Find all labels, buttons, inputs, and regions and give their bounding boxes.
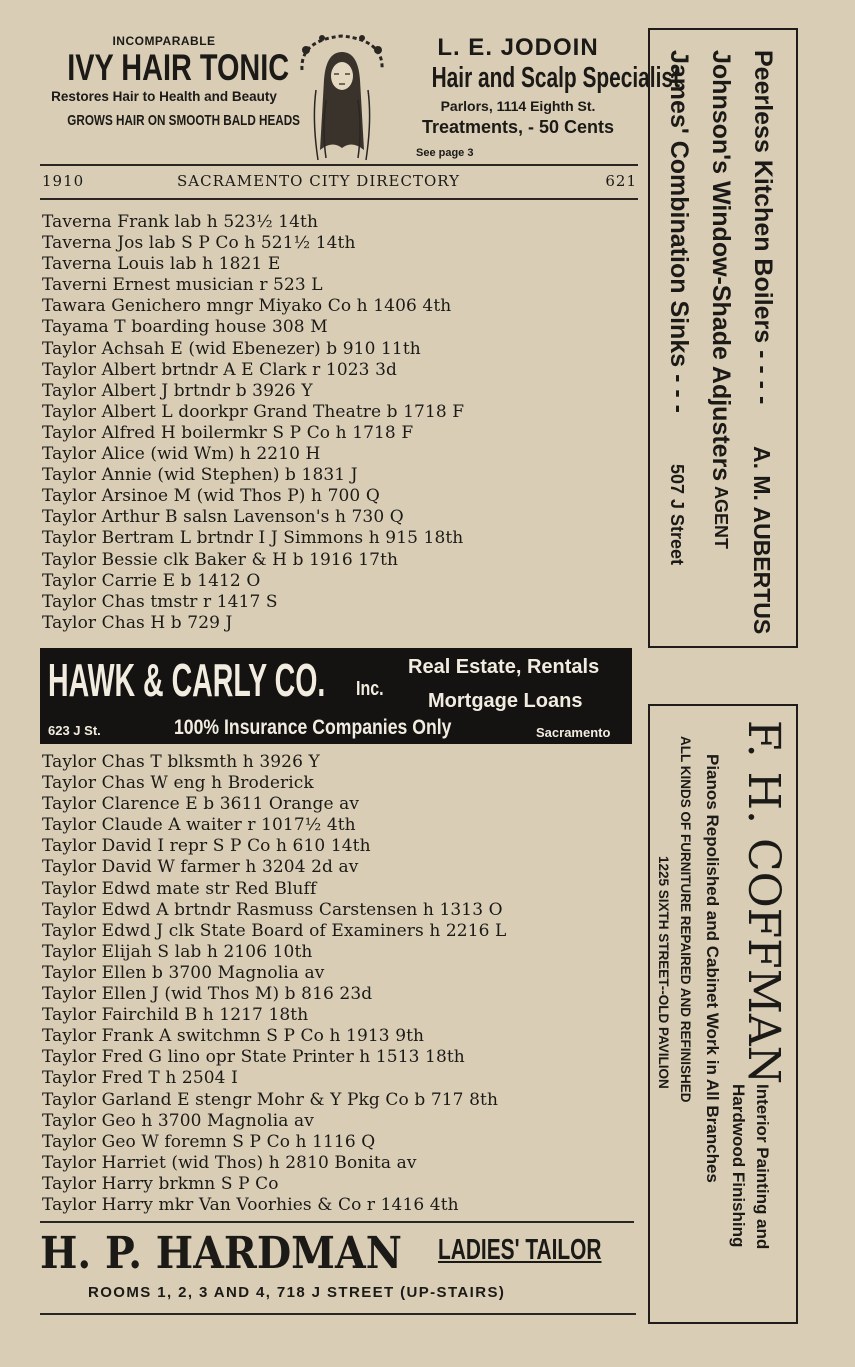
aubertus-role: AGENT [711,486,731,549]
directory-entry: Taylor Edwd J clk State Board of Examiners h 2216 L [42,920,507,941]
directory-entry: Taverna Jos lab S P Co h 521½ 14th [42,233,356,254]
hawk-carly-city: Sacramento [536,725,611,740]
aubertus-line3: James' Combination Sinks - - - [665,50,693,413]
directory-entry: Taylor Ellen J (wid Thos M) b 816 23d [42,984,373,1005]
woman-portrait-illustration [292,30,392,162]
hardman-ad [40,1224,640,1319]
hawk-carly-line2: Mortgage Loans [428,690,583,712]
directory-entry: Taylor Harriet (wid Thos) h 2810 Bonita av [42,1152,417,1173]
directory-entry: Taylor Clarence E b 3611 Orange av [42,794,360,815]
ivy-subtitle: Restores Hair to Health and Beauty [51,89,277,104]
directory-entry: Taylor Annie (wid Stephen) b 1831 J [42,465,358,486]
hawk-carly-line1: Real Estate, Rentals [408,656,600,678]
ivy-title: IVY HAIR TONIC [67,47,290,88]
directory-entry: Taylor Chas T blksmth h 3926 Y [42,752,320,772]
directory-entry: Taylor Geo h 3700 Magnolia av [42,1110,314,1131]
directory-entry: Taylor Claude A waiter r 1017½ 4th [42,815,356,836]
hawk-carly-name: HAWK & CARLY CO. [48,654,326,706]
directory-entry: Taylor Albert L doorkpr Grand Theatre b 1718 F [42,401,465,422]
aubertus-line2: Johnson's Window-Shade Adjusters [707,50,735,482]
hardman-rooms: ROOMS 1, 2, 3 AND 4, 718 J STREET (UP-STAIRS) [88,1284,506,1301]
directory-entry: Taylor Elijah S lab h 2106 10th [42,941,313,962]
hawk-carly-ad [40,648,632,744]
hawk-carly-insurance: 100% Insurance Companies Only [174,716,452,739]
directory-entry: Taylor Albert J brtndr b 3926 Y [42,380,313,401]
jodoin-parlors: Parlors, 1114 Eighth St. [440,98,596,114]
aubertus-line1: Peerless Kitchen Boilers - - - - [749,50,777,405]
hawk-carly-inc: Inc. [356,678,384,700]
directory-entry: Tawara Genichero mngr Miyako Co h 1406 4th [42,296,452,317]
directory-entry: Taverni Ernest musician r 523 L [42,275,323,296]
directory-entry: Taylor Bertram L brtndr I J Simmons h 915 18th [42,528,464,549]
directory-entry: Taylor Arthur B salsn Lavenson's h 730 Q [42,507,404,528]
directory-entry: Taylor Garland E stengr Mohr & Y Pkg Co b 717 8th [42,1089,498,1110]
header-page-number: 621 [605,172,637,190]
header-title: SACRAMENTO CITY DIRECTORY [177,172,461,190]
directory-entry: Taylor Harry mkr Van Voorhies & Co r 1416 4th [42,1194,459,1215]
directory-entry: Taylor Alfred H boilermkr S P Co h 1718 F [42,422,414,443]
ivy-hair-tonic-ad [40,34,300,129]
ivy-superscript: INCOMPARABLE [112,34,216,48]
coffman-line2: ALL KINDS OF FURNITURE REPAIRED AND REFINISHED [678,736,693,1103]
coffman-side1: Interior Painting and [753,1084,772,1250]
jodoin-ad [398,34,680,159]
directory-entry: Taylor Alice (wid Wm) h 2210 H [42,444,321,465]
directory-entry: Taylor Harry brkmn S P Co [42,1173,279,1194]
footer-rule-top [40,1221,634,1223]
hawk-carly-address: 623 J St. [48,723,101,738]
aubertus-name: A. M. AUBERTUS [749,446,775,635]
directory-entry: Taylor Fairchild B h 1217 18th [42,1005,309,1026]
directory-entry: Taylor Carrie E b 1412 O [42,570,261,591]
directory-entries-top [42,212,464,634]
directory-entry: Taylor Frank A switchmn S P Co h 1913 9th [42,1026,425,1047]
directory-entry: Taylor Albert brtndr A E Clark r 1023 3d [42,359,397,380]
directory-entry: Tayama T boarding house 308 M [42,317,328,338]
directory-entry: Taylor Geo W foremn S P Co h 1116 Q [42,1131,376,1152]
jodoin-specialty: Hair and Scalp Specialist [431,62,680,94]
directory-entry: Taylor Achsah E (wid Ebenezer) b 910 11th [42,338,421,359]
directory-entry: Taylor Edwd A brtndr Rasmuss Carstensen h 1313 O [42,899,503,920]
ivy-tagline: GROWS HAIR ON SMOOTH BALD HEADS [67,112,300,129]
jodoin-treatments: Treatments, - 50 Cents [421,117,615,137]
directory-entry: Taylor Chas tmstr r 1417 S [42,591,278,612]
aubertus-ad [648,28,798,648]
directory-entry: Taylor Edwd mate str Red Bluff [42,878,317,899]
directory-entry: Taylor Bessie clk Baker & H b 1916 17th [42,549,399,570]
coffman-line3: 1225 SIXTH STREET--OLD PAVILION [656,856,671,1089]
directory-entry: Taverna Louis lab h 1821 E [42,254,281,275]
hardman-trade: LADIES' TAILOR [438,1234,602,1266]
directory-entry: Taylor Fred T h 2504 I [42,1068,238,1089]
directory-entry: Taylor David I repr S P Co h 610 14th [42,836,371,857]
directory-entry: Taverna Frank lab h 523½ 14th [42,212,318,232]
header-rule-bottom [40,198,638,200]
coffman-name: F. H. COFFMAN [738,720,789,1085]
header-year: 1910 [42,172,85,190]
directory-entry: Taylor Chas W eng h Broderick [42,773,314,794]
directory-entry: Taylor Ellen b 3700 Magnolia av [42,962,325,983]
jodoin-name: L. E. JODOIN [437,34,599,61]
footer-rule-bottom [40,1313,636,1315]
coffman-line1: Pianos Repolished and Cabinet Work in All Branches [703,754,722,1183]
directory-entry: Taylor Fred G lino opr State Printer h 1513 18th [42,1047,465,1068]
coffman-ad [648,704,798,1324]
directory-entry: Taylor Arsinoe M (wid Thos P) h 700 Q [42,486,380,507]
aubertus-address: 507 J Street [667,464,687,566]
coffman-side2: Hardwood Finishing [729,1084,748,1248]
directory-entry: Taylor Chas H b 729 J [42,612,233,633]
directory-entry: Taylor David W farmer h 3204 2d av [42,857,359,878]
hardman-name: H. P. HARDMAN [40,1228,402,1279]
directory-entries-bottom [42,752,506,1216]
header-rule-top [40,164,638,166]
jodoin-see-page: See page 3 [416,147,474,159]
